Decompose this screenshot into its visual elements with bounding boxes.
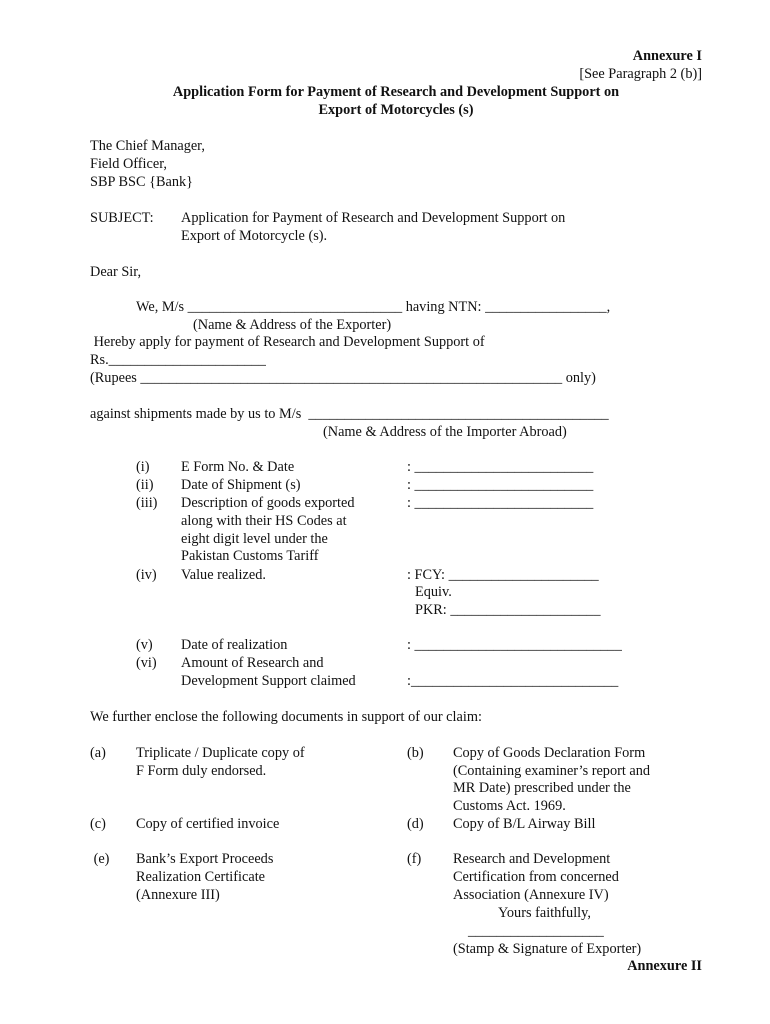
document-text: Customs Act. 1969. bbox=[453, 798, 566, 814]
document-label: (f) bbox=[407, 851, 422, 867]
form-title-line2: Export of Motorcycles (s) bbox=[318, 102, 474, 118]
annexure-label: Annexure I bbox=[632, 48, 702, 64]
importer-line: against shipments made by us to M/s __________________________________________ bbox=[90, 406, 609, 422]
item-field: : _________________________ bbox=[407, 477, 594, 493]
document-text: Certification from concerned bbox=[453, 869, 619, 885]
item-field: : _________________________ bbox=[407, 459, 594, 475]
item-label: Value realized. bbox=[181, 567, 266, 583]
enclose-statement: We further enclose the following documents in support of our claim: bbox=[90, 709, 482, 725]
document-text: Bank’s Export Proceeds bbox=[136, 851, 274, 867]
item-label-continued: Pakistan Customs Tariff bbox=[181, 548, 319, 564]
document-label: (b) bbox=[407, 745, 424, 761]
pkr-field: PKR: _____________________ bbox=[415, 602, 601, 618]
subject-text-line2: Export of Motorcycle (s). bbox=[181, 228, 328, 244]
address-line: Field Officer, bbox=[90, 156, 167, 172]
item-label-continued: along with their HS Codes at bbox=[181, 513, 347, 529]
signature-line: ___________________ bbox=[468, 923, 604, 939]
item-field: :_____________________________ bbox=[407, 673, 619, 689]
item-label-continued: eight digit level under the bbox=[181, 531, 328, 547]
item-label: Date of realization bbox=[181, 637, 288, 653]
item-label: Amount of Research and bbox=[181, 655, 324, 671]
item-number: (v) bbox=[136, 637, 153, 653]
document-label: (d) bbox=[407, 816, 424, 832]
document-text: Copy of Goods Declaration Form bbox=[453, 745, 646, 761]
subject-label: SUBJECT: bbox=[90, 210, 154, 226]
amount-rupees-line: (Rupees ___________________________________________________________ only) bbox=[90, 370, 596, 386]
item-field: : FCY: _____________________ bbox=[407, 567, 599, 583]
document-text: Realization Certificate bbox=[136, 869, 266, 885]
item-label: E Form No. & Date bbox=[181, 459, 295, 475]
item-label: Date of Shipment (s) bbox=[181, 477, 301, 493]
closing-yours-faithfully: Yours faithfully, bbox=[498, 905, 591, 921]
document-text: Association (Annexure IV) bbox=[453, 887, 609, 903]
next-annexure-label: Annexure II bbox=[627, 958, 702, 974]
apply-line: Hereby apply for payment of Research and Development Support of bbox=[90, 334, 485, 350]
equiv-label: Equiv. bbox=[415, 584, 452, 600]
item-label-continued: Development Support claimed bbox=[181, 673, 356, 689]
exporter-line: We, M/s ______________________________ having NTN: _________________, bbox=[136, 299, 611, 315]
address-line: The Chief Manager, bbox=[90, 138, 205, 154]
document-text: Copy of B/L Airway Bill bbox=[453, 816, 596, 832]
item-number: (vi) bbox=[136, 655, 157, 671]
address-line: SBP BSC {Bank} bbox=[90, 174, 193, 190]
importer-caption: (Name & Address of the Importer Abroad) bbox=[323, 424, 567, 440]
document-label: (c) bbox=[90, 816, 106, 832]
document-text: Research and Development bbox=[453, 851, 611, 867]
item-label: Description of goods exported bbox=[181, 495, 355, 511]
item-number: (ii) bbox=[136, 477, 154, 493]
document-text: Copy of certified invoice bbox=[136, 816, 280, 832]
document-label: (a) bbox=[90, 745, 106, 761]
stamp-signature-caption: (Stamp & Signature of Exporter) bbox=[453, 941, 642, 957]
item-field: : _________________________ bbox=[407, 495, 594, 511]
item-field: : _____________________________ bbox=[407, 637, 622, 653]
document-text: MR Date) prescribed under the bbox=[453, 780, 631, 796]
item-number: (iii) bbox=[136, 495, 158, 511]
document-text: F Form duly endorsed. bbox=[136, 763, 267, 779]
item-number: (i) bbox=[136, 459, 150, 475]
form-title-line1: Application Form for Payment of Research and Development Support on bbox=[172, 84, 620, 100]
amount-rs-line: Rs.______________________ bbox=[90, 352, 266, 368]
document-text: (Annexure III) bbox=[136, 887, 220, 903]
exporter-caption: (Name & Address of the Exporter) bbox=[193, 317, 392, 333]
salutation: Dear Sir, bbox=[90, 264, 142, 280]
document-text: Triplicate / Duplicate copy of bbox=[136, 745, 305, 761]
paragraph-reference: [See Paragraph 2 (b)] bbox=[579, 66, 702, 82]
document-label: (e) bbox=[90, 851, 110, 867]
subject-text-line1: Application for Payment of Research and Development Support on bbox=[181, 210, 566, 226]
document-text: (Containing examiner’s report and bbox=[453, 763, 651, 779]
item-number: (iv) bbox=[136, 567, 157, 583]
